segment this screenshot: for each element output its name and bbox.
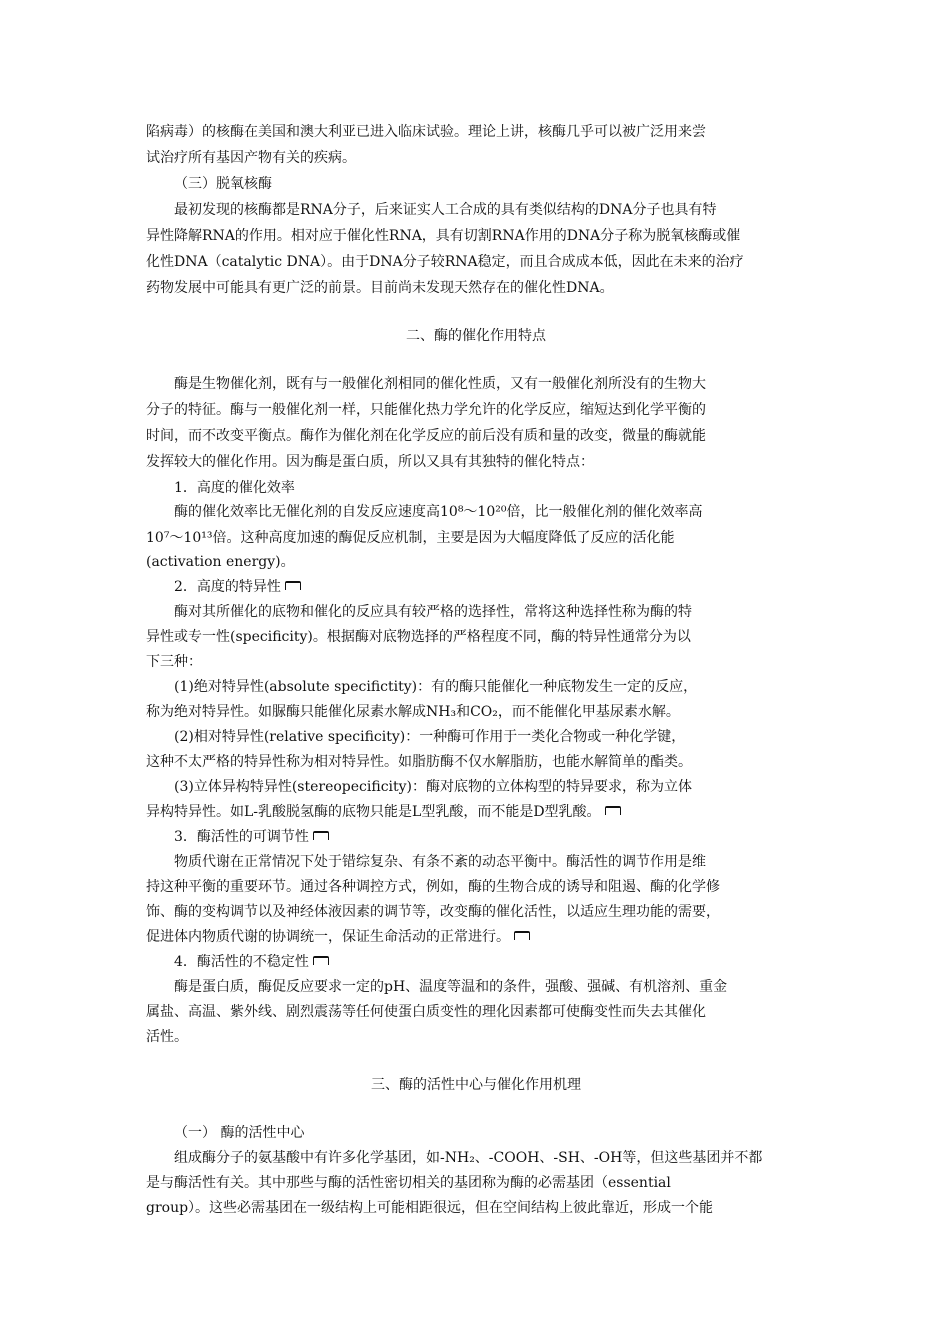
subsection-heading: 1．高度的催化效率 xyxy=(174,480,295,496)
text-line: 异性或专一性(specificity)。根据酶对底物选择的严格程度不同，酶的特异性通常分为以 xyxy=(146,629,691,645)
edit-mark-icon xyxy=(313,831,329,840)
text-line xyxy=(146,1223,806,1245)
edit-mark-icon xyxy=(285,581,301,590)
line-text: 异构特异性。如L-乳酸脱氢酶的底物只能是L型乳酸，而不能是D型乳酸。 xyxy=(146,804,601,820)
text-line: (activation energy)。 xyxy=(146,554,295,570)
text-line: 酶是生物催化剂，既有与一般催化剂相同的催化性质，又有一般催化剂所没有的生物大 xyxy=(174,376,706,392)
subsection-heading: （三）脱氧核酶 xyxy=(174,176,272,192)
section-heading: 二、酶的催化作用特点 xyxy=(406,328,546,344)
subsection-heading xyxy=(174,577,806,599)
text-line: 10⁷～10¹³倍。这种高度加速的酶促反应机制，主要是因为大幅度降低了反应的活化能 xyxy=(146,530,675,546)
text-line: 时间，而不改变平衡点。酶作为催化剂在化学反应的前后没有质和量的改变，微量的酶就能 xyxy=(146,428,706,444)
text-line: 下三种： xyxy=(146,654,202,670)
text-line: 组成酶分子的氨基酸中有许多化学基团，如-NH₂、-COOH、-SH、-OH等，但这些基团并不都 xyxy=(174,1150,763,1166)
edit-mark-icon xyxy=(514,931,530,940)
subsection-heading xyxy=(174,952,806,974)
text-line: 试治疗所有基因产物有关的疾病。 xyxy=(146,150,356,166)
text-line: 最初发现的核酶都是RNA分子，后来证实人工合成的具有类似结构的DNA分子也具有特 xyxy=(174,202,717,218)
text-line: 酶是蛋白质，酶促反应要求一定的pH、温度等温和的条件，强酸、强碱、有机溶剂、重金 xyxy=(174,979,728,995)
text-line: 化性DNA（catalytic DNA）。由于DNA分子较RNA稳定，而且合成成本低，因此在未来的治疗 xyxy=(146,254,744,270)
text-line: 药物发展中可能具有更广泛的前景。目前尚未发现天然存在的催化性DNA。 xyxy=(146,280,614,296)
text-line: (2)相对特异性(relative specificity)：一种酶可作用于一类化合物或一种化学键， xyxy=(174,729,686,745)
text-line: 物质代谢在正常情况下处于错综复杂、有条不紊的动态平衡中。酶活性的调节作用是维 xyxy=(174,854,706,870)
text-line: 这种不太严格的特异性称为相对特异性。如脂肪酶不仅水解脂肪，也能水解简单的酯类。 xyxy=(146,754,692,770)
subsection-heading: （一） 酶的活性中心 xyxy=(174,1125,305,1141)
text-line: 酶对其所催化的底物和催化的反应具有较严格的选择性，常将这种选择性称为酶的特 xyxy=(174,604,692,620)
text-line: 饰、酶的变构调节以及神经体液因素的调节等，改变酶的催化活性，以适应生理功能的需要， xyxy=(146,904,720,920)
text-line: group）。这些必需基团在一级结构上可能相距很远，但在空间结构上彼此靠近，形成一个能 xyxy=(146,1200,714,1216)
text-line: 陷病毒）的核酶在美国和澳大利亚已进入临床试验。理论上讲，核酶几乎可以被广泛用来尝 xyxy=(146,124,706,140)
text-line xyxy=(146,927,806,949)
text-line: 活性。 xyxy=(146,1029,188,1045)
text-line: 发挥较大的催化作用。因为酶是蛋白质，所以又具有其独特的催化特点： xyxy=(146,454,594,470)
heading-text: 2．高度的特异性 xyxy=(174,579,281,595)
edit-mark-icon xyxy=(313,956,329,965)
text-line: 称为绝对特异性。如脲酶只能催化尿素水解成NH₃和CO₂，而不能催化甲基尿素水解。 xyxy=(146,704,680,720)
text-line: 是与酶活性有关。其中那些与酶的活性密切相关的基团称为酶的必需基团（essential xyxy=(146,1175,671,1191)
text-line: (3)立体异构特异性(stereopecificity)：酶对底物的立体构型的特异要求，称为立体 xyxy=(174,779,693,795)
text-line xyxy=(146,802,806,824)
edit-mark-icon xyxy=(605,806,621,815)
heading-text: 3．酶活性的可调节性 xyxy=(174,829,309,845)
text-line: (1)绝对特异性(absolute specifictity)：有的酶只能催化一种底物发生一定的反应， xyxy=(174,679,698,695)
text-line: 异性降解RNA的作用。相对应于催化性RNA，具有切割RNA作用的DNA分子称为脱氧核酶或催 xyxy=(146,228,741,244)
text-line: 属盐、高温、紫外线、剧烈震荡等任何使蛋白质变性的理化因素都可使酶变性而失去其催化 xyxy=(146,1004,706,1020)
subsection-heading xyxy=(174,827,806,849)
section-heading: 三、酶的活性中心与催化作用机理 xyxy=(371,1077,581,1093)
heading-text: 4．酶活性的不稳定性 xyxy=(174,954,309,970)
text-line: 分子的特征。酶与一般催化剂一样，只能催化热力学允许的化学反应，缩短达到化学平衡的 xyxy=(146,402,706,418)
text-line: 持这种平衡的重要环节。通过各种调控方式，例如，酶的生物合成的诱导和阻遏、酶的化学修 xyxy=(146,879,720,895)
text-line: 酶的催化效率比无催化剂的自发反应速度高10⁸～10²⁰倍，比一般催化剂的催化效率高 xyxy=(174,504,703,520)
line-text: 促进体内物质代谢的协调统一，保证生命活动的正常进行。 xyxy=(146,929,510,945)
